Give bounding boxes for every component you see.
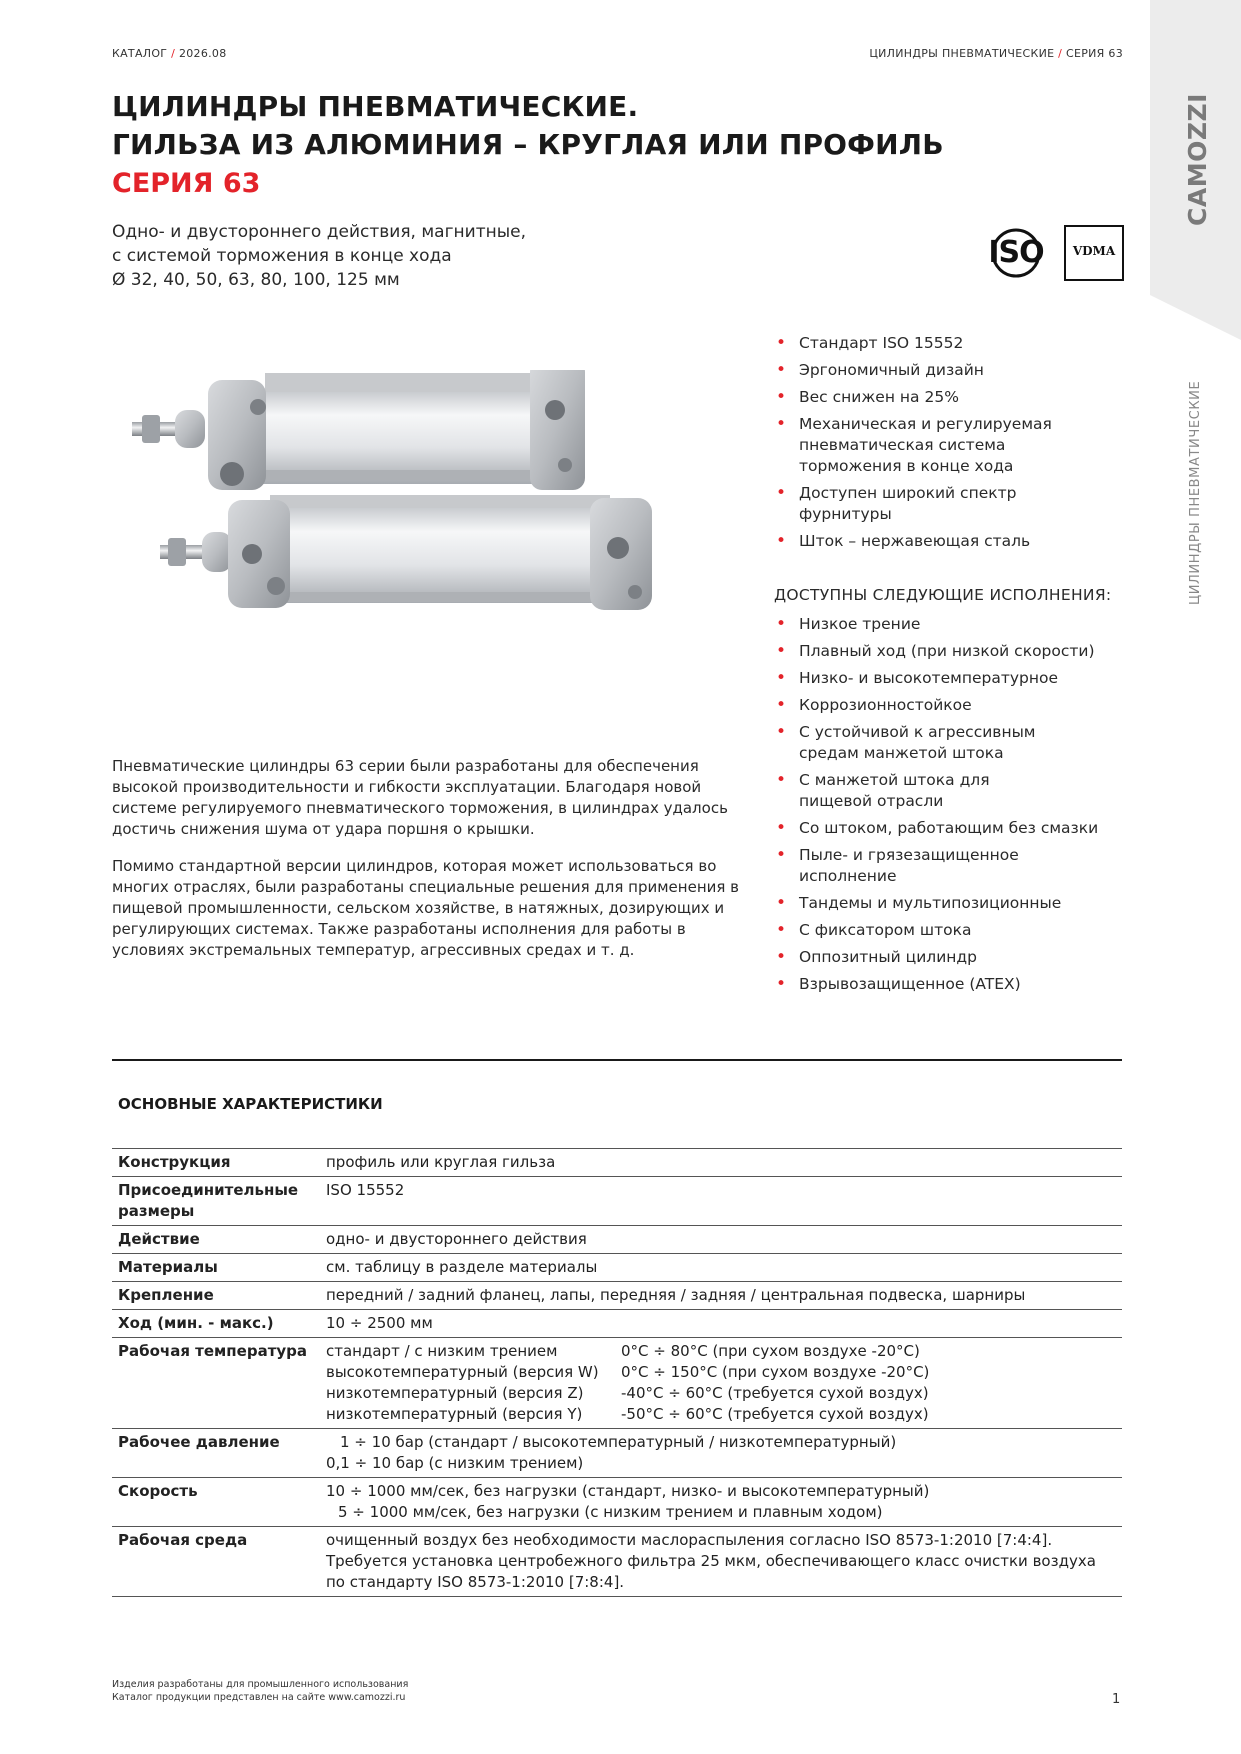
version-item: • Со штоком, работающим без смазки [774,818,1104,839]
version-item: • Взрывозащищенное (ATEX) [774,974,1104,995]
series-title: СЕРИЯ 63 [112,168,261,199]
version-item: • С устойчивой к агрессивным средам манжетой штока [774,722,1069,764]
spec-label: Рабочая температура [112,1338,320,1429]
pressure-line-1: 1 ÷ 10 бар (стандарт / высокотемпературный / низкотемпературный) [340,1433,897,1451]
spec-value: ISO 15552 [320,1177,1122,1226]
version-item: • Пыле- и грязезащищенное исполнение [774,845,1049,887]
vdma-logo-text: VDMA [1072,244,1116,258]
temp-value: -50°C ÷ 60°C (требуется сухой воздух) [621,1405,929,1423]
table-row [112,1310,1122,1338]
subtitle-line-2: с системой торможения в конце хода [112,246,452,266]
temp-name: высокотемпературный (версия W) [326,1363,599,1381]
section-divider [112,1059,1122,1061]
header-series: СЕРИЯ 63 [1065,47,1123,60]
feature-item: • Стандарт ISO 15552 [774,333,1074,354]
page-number: 1 [1112,1692,1121,1707]
feature-item: • Доступен широкий спектр фурнитуры [774,483,1074,525]
spec-label: Присоединительные размеры [112,1177,320,1226]
subtitle-line-3: Ø 32, 40, 50, 63, 80, 100, 125 мм [112,270,400,290]
version-item: • Тандемы и мультипозиционные [774,893,1104,914]
table-row [112,1527,1122,1597]
specs-table [112,1148,1122,1597]
medium-line-3: по стандарту ISO 8573-1:2010 [7:8:4]. [326,1573,625,1591]
feature-list [774,333,1074,558]
footer-note [112,1678,408,1704]
table-row [112,1226,1122,1254]
spec-value: 10 ÷ 2500 мм [320,1310,1122,1338]
version-item: • Низко- и высокотемпературное [774,668,1104,689]
spec-label: Скорость [112,1478,320,1527]
medium-line-1: очищенный воздух без необходимости маслораспыления согласно ISO 8573-1:2010 [7:4:4]. [326,1531,1053,1549]
spec-value [320,1338,1122,1429]
temp-name: низкотемпературный (версия Y) [326,1405,583,1423]
version-item: • Оппозитный цилиндр [774,947,1104,968]
spec-value: см. таблицу в разделе материалы [320,1254,1122,1282]
header-sep-right: / [1058,47,1063,60]
spec-label: Ход (мин. - макс.) [112,1310,320,1338]
temp-name: низкотемпературный (версия Z) [326,1384,584,1402]
pressure-line-2: 0,1 ÷ 10 бар (с низким трением) [326,1454,584,1472]
versions-list [774,614,1104,1001]
table-row [112,1282,1122,1310]
spec-value [320,1429,1122,1478]
title-line-2: ГИЛЬЗА ИЗ АЛЮМИНИЯ – КРУГЛАЯ ИЛИ ПРОФИЛЬ [112,128,944,161]
speed-line-1: 10 ÷ 1000 мм/сек, без нагрузки (стандарт, низко- и высокотемпературный) [326,1482,930,1500]
header-date: 2026.08 [178,47,227,60]
footer-line-2: Каталог продукции представлен на сайте www.camozzi.ru [112,1692,406,1703]
iso-logo-text: ISO [988,235,1044,270]
temp-line [326,1341,1116,1362]
header-right [869,47,1123,60]
header-left [112,47,227,60]
table-row [112,1429,1122,1478]
version-item: • Коррозионностойкое [774,695,1104,716]
version-item: • С фиксатором штока [774,920,1104,941]
spec-label: Материалы [112,1254,320,1282]
spec-value [320,1527,1122,1597]
table-row [112,1338,1122,1429]
table-row [112,1149,1122,1177]
temp-value: 0°C ÷ 80°C (при сухом воздухе -20°C) [621,1342,920,1360]
brand-logo [1183,93,1213,356]
version-item: • С манжетой штока для пищевой отрасли [774,770,1019,812]
table-row [112,1254,1122,1282]
feature-item: • Эргономичный дизайн [774,360,1074,381]
versions-heading: ДОСТУПНЫ СЛЕДУЮЩИЕ ИСПОЛНЕНИЯ: [774,586,1112,604]
table-row [112,1177,1122,1226]
spec-label: Рабочее давление [112,1429,320,1478]
cylinder-2 [160,495,652,610]
medium-line-2: Требуется установка центробежного фильтра 25 мкм, обеспечивающего класс очистки воздуха [326,1552,1096,1570]
specs-heading: ОСНОВНЫЕ ХАРАКТЕРИСТИКИ [118,1095,383,1113]
header-sep: / [171,47,176,60]
iso-logo [980,228,1052,278]
spec-value: передний / задний фланец, лапы, передняя / задняя / центральная подвеска, шарниры [320,1282,1122,1310]
spec-value: одно- и двустороннего действия [320,1226,1122,1254]
side-vertical-label [1188,380,1208,855]
feature-item: • Вес снижен на 25% [774,387,1074,408]
brand-wordmark: CAMOZZI [1183,93,1212,226]
spec-label: Рабочая среда [112,1527,320,1597]
temp-value: -40°C ÷ 60°C (требуется сухой воздух) [621,1384,929,1402]
header-catalog: КАТАЛОГ [112,47,168,60]
subtitle-line-1: Одно- и двустороннего действия, магнитные, [112,222,526,242]
table-row [112,1478,1122,1527]
spec-value: профиль или круглая гильза [320,1149,1122,1177]
spec-label: Действие [112,1226,320,1254]
page-title [112,88,944,164]
description-paragraph-2: Помимо стандартной версии цилиндров, которая может использоваться во многих отраслях, были разработаны специальные решения для применения в пищевой промышленности, сельском хозяйстве, в натяжных, дозирующих и регулирующих системах. Также разработаны исполнения для работы в условиях экстремальных температур, агрессивных средах и т. д. [112,857,740,959]
header-section: ЦИЛИНДРЫ ПНЕВМАТИЧЕСКИЕ [869,47,1055,60]
vdma-logo [1064,225,1124,281]
footer-line-1: Изделия разработаны для промышленного использования [112,1679,409,1690]
side-label-text: ЦИЛИНДРЫ ПНЕВМАТИЧЕСКИЕ [1188,380,1203,605]
spec-label: Крепление [112,1282,320,1310]
feature-item: • Шток – нержавеющая сталь [774,531,1074,552]
title-line-1: ЦИЛИНДРЫ ПНЕВМАТИЧЕСКИЕ. [112,90,639,123]
temp-line [326,1404,1116,1425]
feature-item: • Механическая и регулируемая пневматическая система торможения в конце хода [774,414,1074,477]
speed-line-2: 5 ÷ 1000 мм/сек, без нагрузки (с низким трением и плавным ходом) [338,1503,883,1521]
temp-name: стандарт / с низким трением [326,1342,558,1360]
cylinder-1 [132,370,585,490]
version-item: • Плавный ход (при низкой скорости) [774,641,1104,662]
temp-value: 0°C ÷ 150°C (при сухом воздухе -20°C) [621,1363,930,1381]
spec-value [320,1478,1122,1527]
subtitle [112,220,526,292]
description [112,756,740,977]
version-item: • Низкое трение [774,614,1104,635]
product-image [130,370,720,685]
temp-line [326,1362,1116,1383]
spec-label: Конструкция [112,1149,320,1177]
temp-line [326,1383,1116,1404]
description-paragraph-1: Пневматические цилиндры 63 серии были разработаны для обеспечения высокой производительности и гибкости эксплуатации. Благодаря новой системе регулируемого пневматического торможения, в цилиндрах удалось достичь снижения шума от удара поршня о крышки. [112,757,728,838]
